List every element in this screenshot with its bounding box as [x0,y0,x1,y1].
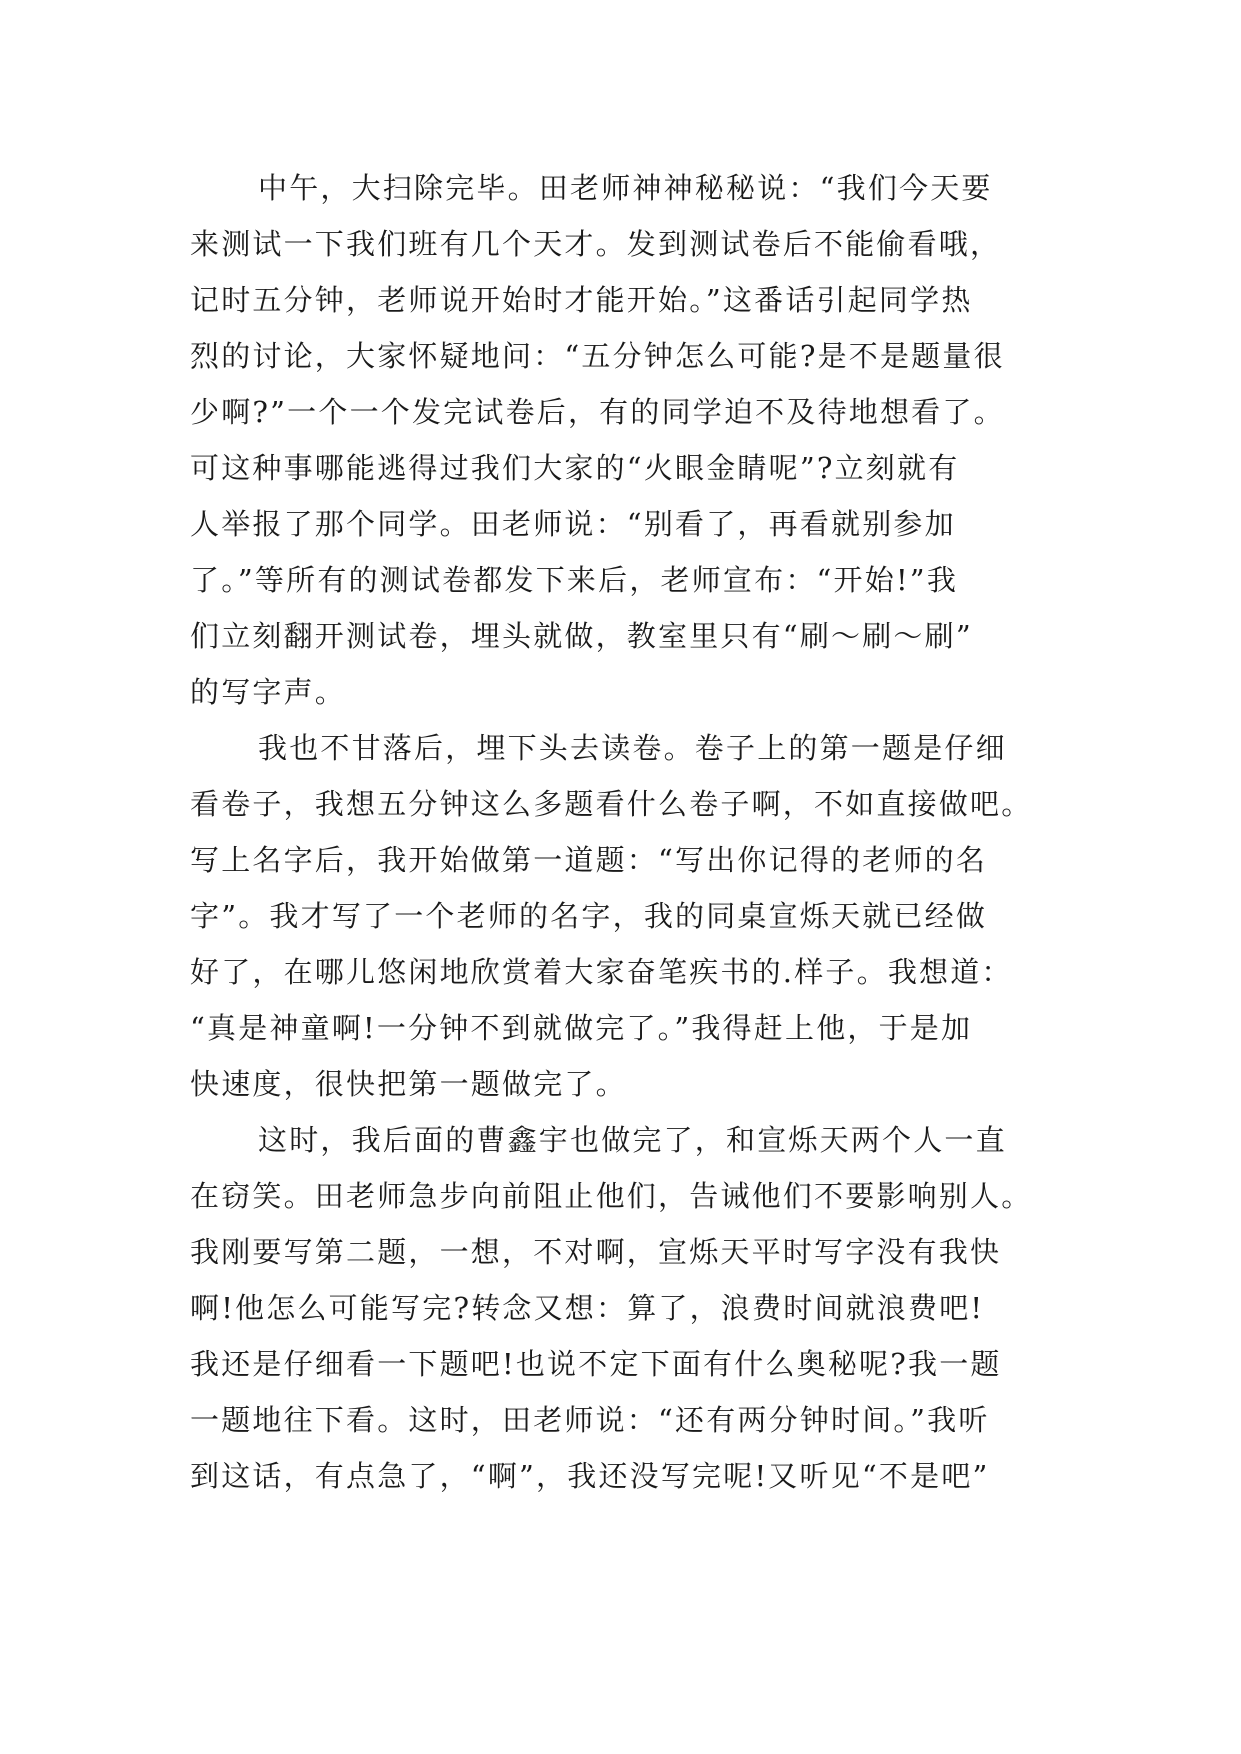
text-line: 到这话，有点急了，“啊”，我还没写完呢!又听见“不是吧” [190,1459,990,1493]
paragraph-2 [190,720,1090,1112]
text-line: 啊!他怎么可能写完?转念又想：算了，浪费时间就浪费吧! [190,1291,985,1325]
text-line: 这时，我后面的曹鑫宇也做完了，和宣烁天两个人一直 [258,1123,1007,1157]
text-line: 我刚要写第二题，一想，不对啊，宣烁天平时写字没有我快 [190,1235,1002,1269]
text-line: 看卷子，我想五分钟这么多题看什么卷子啊，不如直接做吧。 [190,787,1033,821]
text-line: 快速度，很快把第一题做完了。 [190,1067,627,1101]
text-line: 可这种事哪能逃得过我们大家的“火眼金睛呢”?立刻就有 [190,451,960,485]
paragraph-1 [190,160,1090,720]
text-line: 烈的讨论，大家怀疑地问：“五分钟怎么可能?是不是题量很 [190,339,1005,373]
text-line: 我还是仔细看一下题吧!也说不定下面有什么奥秘呢?我一题 [190,1347,1002,1381]
text-line: 记时五分钟，老师说开始时才能开始。”这番话引起同学热 [190,283,973,317]
text-line: 了。”等所有的测试卷都发下来后，老师宣布：“开始!”我 [190,563,959,597]
text-line: 好了，在哪儿悠闲地欣赏着大家奋笔疾书的.样子。我想道： [190,955,1013,989]
paragraph-3 [190,1112,1090,1504]
text-line: 的写字声。 [190,675,347,709]
text-line: 们立刻翻开测试卷，埋头就做，教室里只有“刷～刷～刷” [190,619,973,653]
text-line: 在窃笑。田老师急步向前阻止他们，告诫他们不要影响别人。 [190,1179,1033,1213]
text-line: 少啊?”一个一个发完试卷后，有的同学迫不及待地想看了。 [190,395,1005,429]
text-line: 一题地往下看。这时，田老师说：“还有两分钟时间。”我听 [190,1403,990,1437]
body-text [190,160,1090,1504]
text-line: 写上名字后，我开始做第一道题：“写出你记得的老师的名 [190,843,988,877]
text-line: 字”。我才写了一个老师的名字，我的同桌宣烁天就已经做 [190,899,988,933]
text-line: 人举报了那个同学。田老师说：“别看了，再看就别参加 [190,507,956,541]
text-line: 来测试一下我们班有几个天才。发到测试卷后不能偷看哦， [190,227,1002,261]
text-line: 我也不甘落后，埋下头去读卷。卷子上的第一题是仔细 [258,731,1007,765]
text-line: “真是神童啊!一分钟不到就做完了。”我得赶上他，于是加 [190,1011,973,1045]
text-line: 中午，大扫除完毕。田老师神神秘秘说：“我们今天要 [258,171,993,205]
